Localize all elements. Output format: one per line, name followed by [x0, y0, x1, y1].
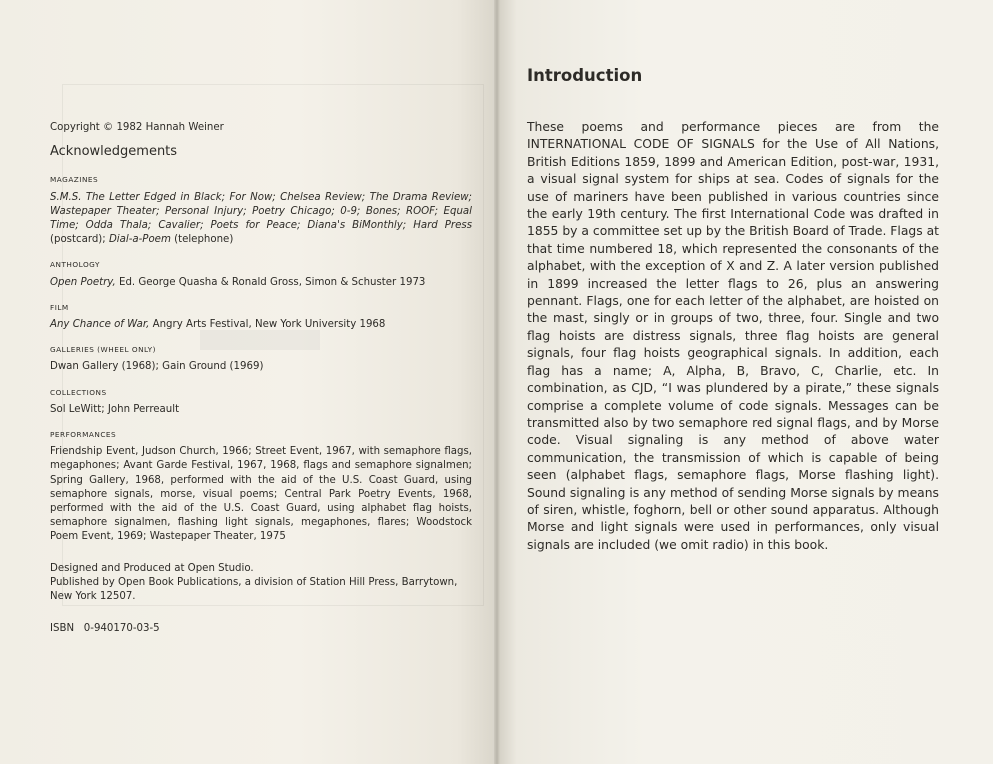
colophon — [50, 121, 472, 636]
introduction-heading: Introduction — [527, 66, 643, 85]
acknowledgements-heading: Acknowledgements — [50, 144, 178, 160]
anthology-title: Open Poetry, — [50, 276, 116, 288]
magazines-list — [50, 191, 472, 248]
collections-entry: Sol LeWitt; John Perreault — [50, 403, 180, 415]
anthology-label: ANTHOLOGY — [50, 260, 100, 270]
magazine-note-postcard: (postcard); — [50, 234, 109, 246]
copyright-line: Copyright © 1982 Hannah Weiner — [50, 122, 224, 133]
magazines-label: MAGAZINES — [50, 175, 99, 185]
publisher-credit: Published by Open Book Publications, a division of Station Hill Press, Barrytown, New York 12507. — [50, 576, 458, 603]
film-label: FILM — [50, 302, 69, 312]
book-gutter — [494, 0, 500, 764]
film-entry — [50, 318, 472, 332]
collections-label: COLLECTIONS — [50, 387, 107, 397]
magazine-titles: S.M.S. The Letter Edged in Black; For Now; Chelsea Review; The Drama Review; Wastepaper Theater; Personal Injury; Poetry Chicago; 0-9; Bones; ROOF; Equal Time; Odda Thala; Cavalier; Poets for Peace; Diana's BiMonthly; Hard Press — [50, 191, 472, 232]
anthology-details: Ed. George Quasha & Ronald Gross, Simon & Schuster 1973 — [115, 276, 426, 288]
galleries-entry: Dwan Gallery (1968); Gain Ground (1969) — [50, 361, 264, 373]
magazine-title-dial-a-poem: Dial-a-Poem — [108, 234, 171, 246]
anthology-entry — [50, 276, 472, 290]
performances-entry: Friendship Event, Judson Church, 1966; Street Event, 1967, with semaphore flags, megaphones; Avant Garde Festival, 1967, 1968, flags and semaphore signalmen; Spring Gallery, 1968, performed with the aid of the U.S. Coast Guard, using semaphore signals, morse, visual poems; Central Park Poetry Events, 1968, performed with the aid of the U.S. Coast Guard, using alphabet flag hoists, semaphore signalmen, flashing light signals, megaphones, flares; Woodstock Poem Event, 1969; Wastepaper Theater, 1975 — [50, 446, 472, 543]
performances-label: PERFORMANCES — [50, 430, 117, 440]
film-title: Any Chance of War, — [50, 319, 150, 331]
production-credits — [50, 562, 472, 605]
isbn: ISBN 0-940170-03-5 — [50, 623, 160, 635]
design-credit: Designed and Produced at Open Studio. — [50, 562, 254, 574]
galleries-label: GALLERIES (WHEEL ONLY) — [50, 345, 156, 355]
magazine-note-telephone: (telephone) — [170, 234, 234, 246]
introduction-body: These poems and performance pieces are from the INTERNATIONAL CODE OF SIGNALS for the Use of All Nations, British Editions 1859, 1899 and American Edition, post-war, 1931, a visual signal system for ships at sea. Codes of signals for the use of mariners have been published in various countries since the early 19th century. The first International Code was drafted in 1855 by a committee set up by the British Board of Trade. Flags at that time numbered 18, which represented the consonants of the alphabet, with the exception of X and Z. A later version published in 1899 increased the letter flags to 26, plus an answering pennant. Flags, one for each letter of the alphabet, are hoisted on the mast, singly or in groups of two, three, four. Single and two flag hoists are distress signals, three flag hoists are general signals, four flag hoists geographical signals. In addition, each flag has a name; A, Alpha, B, Bravo, C, Charlie, etc. In combination, as CJD, “I was plundered by a pirate,” these signals comprise a complete volume of code signals. Messages can be transmitted also by two semaphore red signal flags, and by Morse code. Visual signaling is any method of above water communication, the transmission of which is capable of being seen (alphabet flags, semaphore flags, Morse flashing light). Sound signaling is any method of sending Morse signals by means of siren, whistle, foghorn, bell or other sound apparatus. Although Morse and light signals were used in performances, only visual signals are included (we omit radio) in this book. — [527, 120, 939, 552]
film-details: Angry Arts Festival, New York University 1968 — [149, 319, 386, 331]
